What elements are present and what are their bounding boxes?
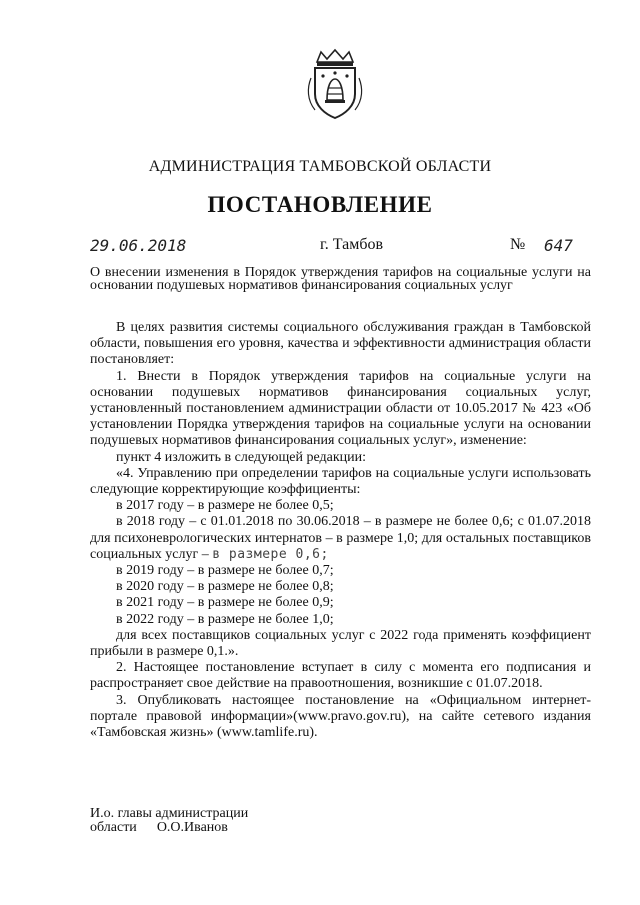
signature-region-line	[90, 821, 248, 835]
clause-2-paragraph: 2. Настоящее постановление вступает в силу с момента его подписания и распространяет свое действие на правоотношения, возникшие с 01.07.2018.	[90, 660, 591, 692]
coefficient-2018	[90, 514, 591, 563]
authority-name: АДМИНИСТРАЦИЯ ТАМБОВСКОЙ ОБЛАСТИ	[148, 158, 492, 175]
coefficient-2020: в 2020 году – в размере не более 0,8;	[116, 579, 334, 595]
document-number: 647	[544, 236, 573, 255]
document-body	[90, 320, 591, 741]
coefficient-2021: в 2021 году – в размере не более 0,9;	[116, 595, 334, 611]
tambov-coat-of-arms-icon	[303, 48, 367, 120]
signature-block	[90, 807, 248, 835]
document-date: 29.06.2018	[90, 236, 187, 255]
coefficient-2018-text: в 2018 году – с 01.01.2018 по 30.06.2018 – в размере не более 0,6; с 01.07.2018 для психоневрологических интернатов – в размере 1,0; для остальных поставщиков социальных услуг –	[90, 514, 591, 562]
clause-1-instruction: пункт 4 изложить в следующей редакции:	[116, 449, 366, 465]
clause-4-intro: «4. Управлению при определении тарифов на социальные услуги использовать следующие корректирующие коэффициенты:	[90, 465, 591, 498]
stamped-insert: в размере 0,6;	[212, 546, 329, 562]
coefficient-2017: в 2017 году – в размере не более 0,5;	[116, 498, 334, 514]
preamble-paragraph: В целях развития системы социального обслуживания граждан в Тамбовской области, повышения его уровня, качества и эффективности администрация области постановляет:	[90, 320, 591, 368]
clause-1-paragraph: 1. Внести в Порядок утверждения тарифов на социальные услуги на основании подушевых нормативов финансирования социальных услуг, установленный постановлением администрации области от 10.05.2017 № 423 «Об установлении Порядка утверждения тарифов на социальные услуги на основании подушевых нормативов финансирования социальных услуг», изменение:	[90, 368, 591, 449]
document-number-label: №	[510, 236, 526, 253]
coefficient-2022: в 2022 году – в размере не более 1,0;	[116, 611, 334, 627]
document-type: ПОСТАНОВЛЕНИЕ	[207, 192, 433, 217]
coefficient-2019: в 2019 году – в размере не более 0,7;	[116, 563, 334, 579]
profit-coefficient: для всех поставщиков социальных услуг с 2022 года применять коэффициент прибыли в размере 0,1.».	[90, 627, 591, 660]
signature-region: области	[90, 820, 137, 835]
document-city: г. Тамбов	[320, 236, 384, 253]
signature-position: И.о. главы администрации	[90, 806, 249, 821]
document-title: О внесении изменения в Порядок утверждения тарифов на социальные услуги на основании подушевых нормативов финансирования социальных услуг	[90, 265, 591, 293]
clause-3-paragraph: 3. Опубликовать настоящее постановление на «Официальном интернет-портале правовой информации»(www.pravo.gov.ru), на сайте сетевого издания «Тамбовская жизнь» (www.tamlife.ru).	[90, 692, 591, 741]
signatory-name: О.О.Иванов	[156, 820, 228, 835]
